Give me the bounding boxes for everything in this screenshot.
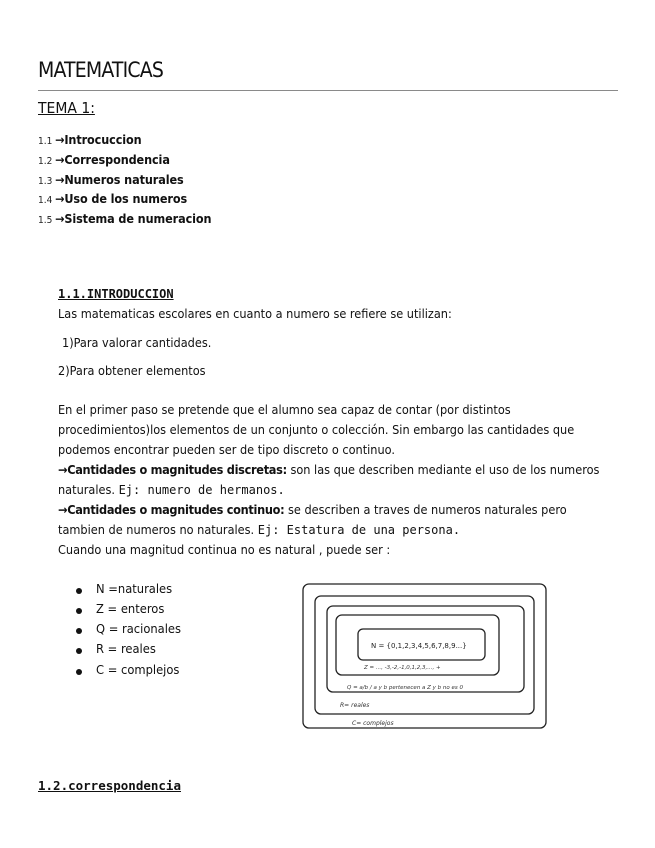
paragraph-line: procedimientos)los elementos de un conjunto o colección. Sin embargo las cantidades que: [58, 422, 575, 437]
toc-label: →Sistema de numeracion: [55, 211, 212, 226]
section-heading-introduccion: 1.1.INTRODUCCION: [58, 287, 174, 301]
toc-number: 1.1: [38, 136, 53, 147]
list-item: Q = racionales: [96, 622, 182, 637]
discrete-text: son las que describen mediante el uso de los numeros: [286, 462, 600, 477]
toc-number: 1.3: [38, 176, 53, 187]
c-set-label: C= complejos: [352, 720, 394, 727]
discrete-definition: [58, 460, 599, 480]
list-item: C = complejos: [96, 663, 180, 678]
intro-text: Las matematicas escolares en cuanto a numero se refiere se utilizan:: [58, 306, 452, 321]
document-title: MATEMATICAS: [38, 58, 164, 82]
discrete-continuation: naturales.: [58, 482, 115, 497]
bullet-icon: [76, 608, 82, 614]
discrete-example: Ej: numero de hermanos.: [118, 483, 285, 497]
n-set-label: N = {0,1,2,3,4,5,6,7,8,9...}: [371, 642, 467, 650]
toc-item[interactable]: [38, 211, 211, 228]
number-sets-diagram: [300, 582, 550, 732]
discrete-label: →Cantidades o magnitudes discretas:: [58, 462, 287, 477]
list-item: R = reales: [96, 642, 156, 657]
continuous-text: se describen a traves de numeros naturales pero: [284, 502, 567, 517]
continuous-example: Ej: Estatura de una persona.: [257, 523, 461, 537]
toc-number: 1.2: [38, 156, 53, 167]
q-set-label: Q = a/b / a y b pertenecen a Z y b no es 0: [347, 685, 464, 691]
bullet-icon: [76, 669, 82, 675]
section-heading-correspondencia: 1.2.correspondencia: [38, 778, 181, 793]
z-set-label: Z = ..., -3,-2,-1,0,1,2,3,..., +: [364, 665, 441, 671]
paragraph-line: Cuando una magnitud continua no es natural , puede ser :: [58, 542, 391, 557]
continuous-definition: [58, 500, 567, 520]
bullet-icon: [76, 648, 82, 654]
toc-item[interactable]: [38, 172, 184, 189]
bullet-icon: [76, 628, 82, 634]
paragraph-line: En el primer paso se pretende que el alumno sea capaz de contar (por distintos: [58, 402, 511, 417]
toc-item[interactable]: [38, 132, 142, 149]
r-set-box: [315, 596, 534, 714]
bullet-icon: [76, 588, 82, 594]
toc-item[interactable]: [38, 191, 187, 208]
toc-number: 1.4: [38, 195, 53, 206]
continuous-example-line: [58, 520, 460, 540]
title-divider: [38, 90, 618, 91]
paragraph-line: podemos encontrar pueden ser de tipo discreto o continuo.: [58, 442, 395, 457]
use-item-2: 2)Para obtener elementos: [58, 363, 206, 378]
tema-heading: TEMA 1:: [38, 99, 95, 117]
r-set-label: R= reales: [340, 702, 370, 709]
toc-item[interactable]: [38, 152, 170, 169]
toc-label: →Introcuccion: [55, 132, 142, 147]
discrete-example-line: [58, 480, 285, 500]
toc-label: →Numeros naturales: [55, 172, 184, 187]
continuous-continuation: tambien de numeros no naturales.: [58, 522, 255, 537]
toc-number: 1.5: [38, 215, 53, 226]
toc-label: →Correspondencia: [55, 152, 170, 167]
use-item-1: 1)Para valorar cantidades.: [62, 335, 212, 350]
continuous-label: →Cantidades o magnitudes continuo:: [58, 502, 285, 517]
list-item: N =naturales: [96, 582, 173, 597]
toc-label: →Uso de los numeros: [55, 191, 188, 206]
list-item: Z = enteros: [96, 602, 165, 617]
